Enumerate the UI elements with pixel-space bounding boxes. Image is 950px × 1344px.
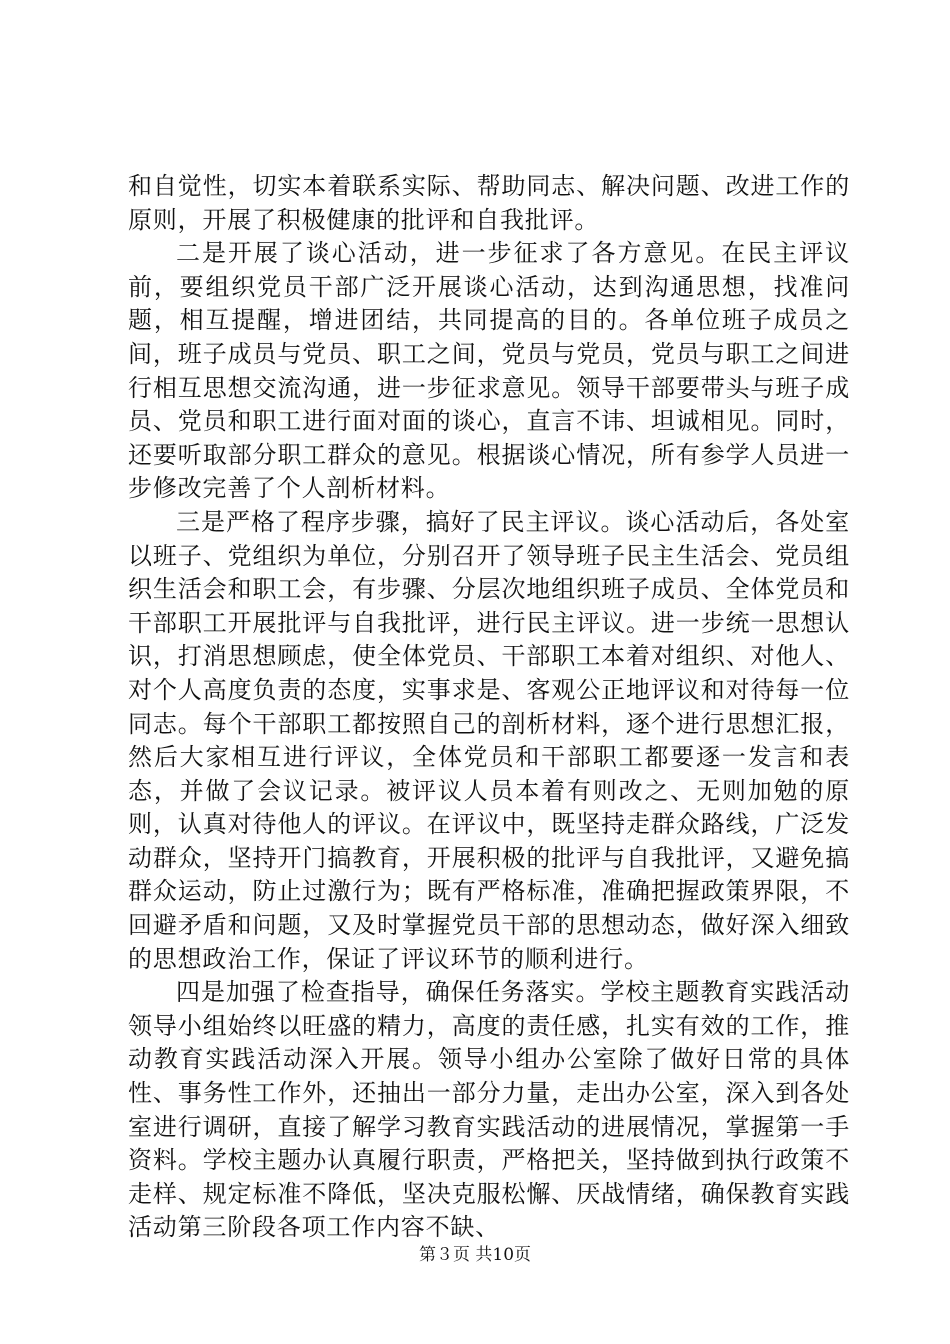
page-number-footer: 第３页 共10页 <box>418 1245 532 1265</box>
paragraph-democratic-review: 三是严格了程序步骤，搞好了民主评议。谈心活动后，各处室以班子、党组织为单位，分别召开了领导班子民主生活会、党员组织生活会和职工会，有步骤、分层次地组织班子成员、全体党员和干部职工开展批评与自我批评，进行民主评议。进一步统一思想认识，打消思想顾虑，使全体党员、干部职工本着对组织、对他人、对个人高度负责的态度，实事求是、客观公正地评议和对待每一位同志。每个干部职工都按照自己的剖析材料，逐个进行思想汇报，然后大家相互进行评议，全体党员和干部职工都要逐一发言和表态，并做了会议记录。被评议人员本着有则改之、无则加勉的原则，认真对待他人的评议。在评议中，既坚持走群众路线，广泛发动群众，坚持开门搞教育，开展积极的批评与自我批评，又避免搞群众运动，防止过激行为；既有严格标准，准确把握政策界限，不回避矛盾和问题，又及时掌握党员干部的思想动态，做好深入细致的思想政治工作，保证了评议环节的顺利进行。 <box>128 507 850 973</box>
paragraph-heart-to-heart-talks: 二是开展了谈心活动，进一步征求了各方意见。在民主评议前，要组织党员干部广泛开展谈心活动，达到沟通思想，找准问题，相互提醒，增进团结，共同提高的目的。各单位班子成员之间，班子成员与党员、职工之间，党员与党员，党员与职工之间进行相互思想交流沟通，进一步征求意见。领导干部要带头与班子成员、党员和职工进行面对面的谈心，直言不讳、坦诚相见。同时，还要听取部分职工群众的意见。根据谈心情况，所有参学人员进一步修改完善了个人剖析材料。 <box>128 239 850 503</box>
document-body <box>128 170 850 1245</box>
paragraph-continuation: 和自觉性，切实本着联系实际、帮助同志、解决问题、改进工作的原则，开展了积极健康的批评和自我批评。 <box>128 172 850 234</box>
paragraph-inspection-guidance: 四是加强了检查指导，确保任务落实。学校主题教育实践活动领导小组始终以旺盛的精力，高度的责任感，扎实有效的工作，推动教育实践活动深入开展。领导小组办公室除了做好日常的具体性、事务性工作外，还抽出一部分力量，走出办公室，深入到各处室进行调研，直接了解学习教育实践活动的进展情况，掌握第一手资料。学校主题办认真履行职责，严格把关，坚持做到执行政策不走样、规定标准不降低，坚决克服松懈、厌战情绪，确保教育实践活动第三阶段各项工作内容不缺、 <box>128 978 850 1242</box>
